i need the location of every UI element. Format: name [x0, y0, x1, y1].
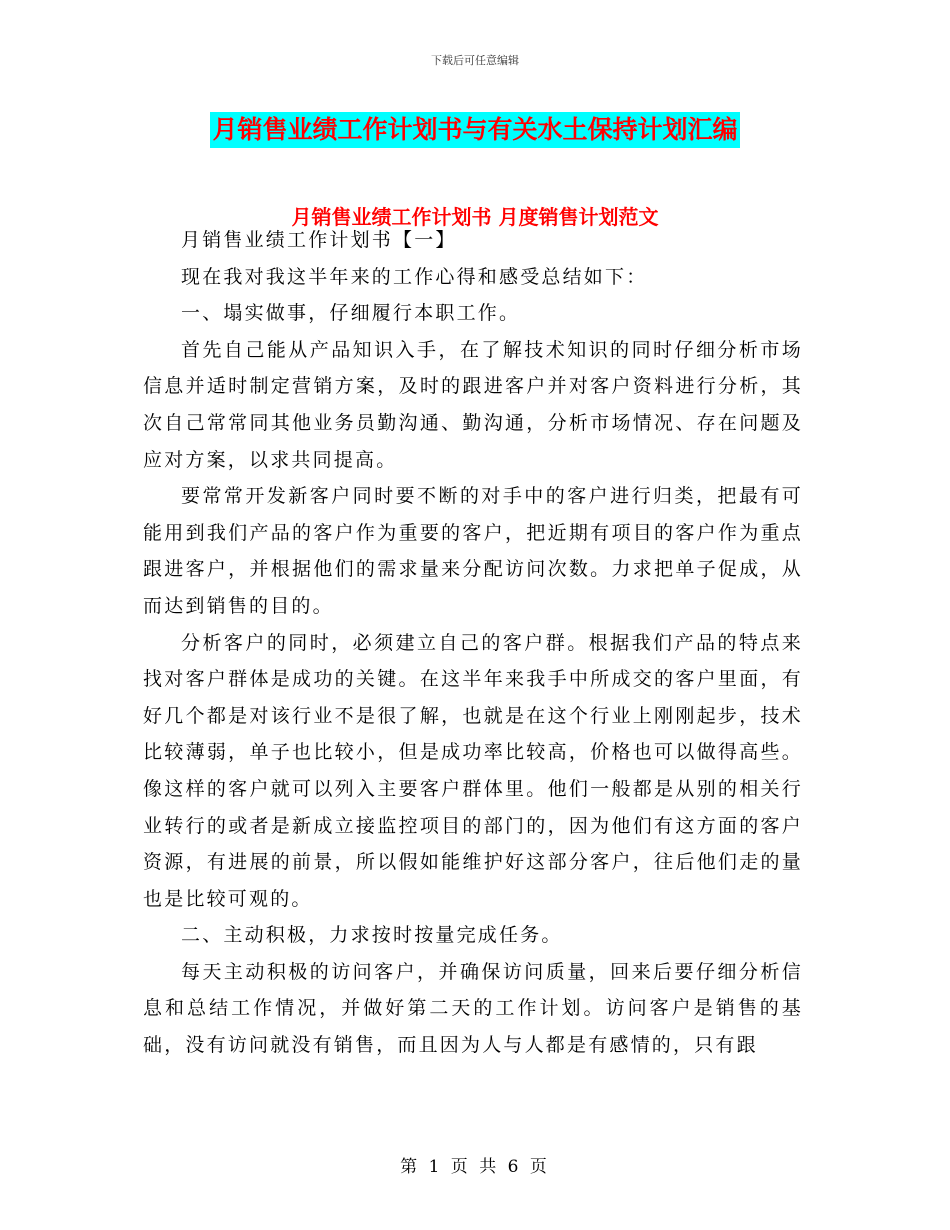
document-body: [143, 222, 803, 1064]
title-container: [0, 112, 950, 148]
paragraph-body: 每天主动积极的访问客户，并确保访问质量，回来后要仔细分析信息和总结工作情况，并做好第二天的工作计划。访问客户是销售的基础，没有访问就没有销售，而且因为人与人都是有感情的，只有跟: [143, 960, 803, 1057]
document-title: 月销售业绩工作计划书与有关水土保持计划汇编: [210, 112, 739, 148]
page-number: 第 1 页 共 6 页: [400, 1157, 550, 1177]
paragraph-body: 分析客户的同时，必须建立自己的客户群。根据我们产品的特点来找对客户群体是成功的关键。在这半年来我手中所成交的客户里面，有好几个都是对该行业不是很了解，也就是在这个行业上刚刚起步，技术比较薄弱，单子也比较小，但是成功率比较高，价格也可以做得高些。像这样的客户就可以列入主要客户群体里。他们一般都是从别的相关行业转行的或者是新成立接监控项目的部门的，因为他们有这方面的客户资源，有进展的前景，所以假如能维护好这部分客户，往后他们走的量也是比较可观的。: [143, 631, 803, 910]
paragraph-intro: 现在我对我这半年来的工作心得和感受总结如下：: [181, 265, 648, 288]
paragraph-body: 首先自己能从产品知识入手，在了解技术知识的同时仔细分析市场信息并适时制定营销方案，及时的跟进客户并对客户资料进行分析，其次自己常常同其他业务员勤沟通、勤沟通，分析市场情况、存在问题及应对方案，以求共同提高。: [143, 338, 803, 471]
header-note: 下载后可任意编辑: [431, 54, 519, 67]
paragraph-section-heading: 月销售业绩工作计划书【一】: [181, 229, 457, 251]
paragraph-heading-1: 一、塌实做事，仔细履行本职工作。: [181, 302, 521, 325]
document-subtitle: 月销售业绩工作计划书 月度销售计划范文: [291, 205, 659, 229]
paragraph-body: 要常常开发新客户同时要不断的对手中的客户进行归类，把最有可能用到我们产品的客户作为重要的客户，把近期有项目的客户作为重点跟进客户，并根据他们的需求量来分配访问次数。力求把单子促成，从而达到销售的目的。: [143, 485, 803, 617]
paragraph-heading-2: 二、主动积极，力求按时按量完成任务。: [181, 924, 563, 947]
